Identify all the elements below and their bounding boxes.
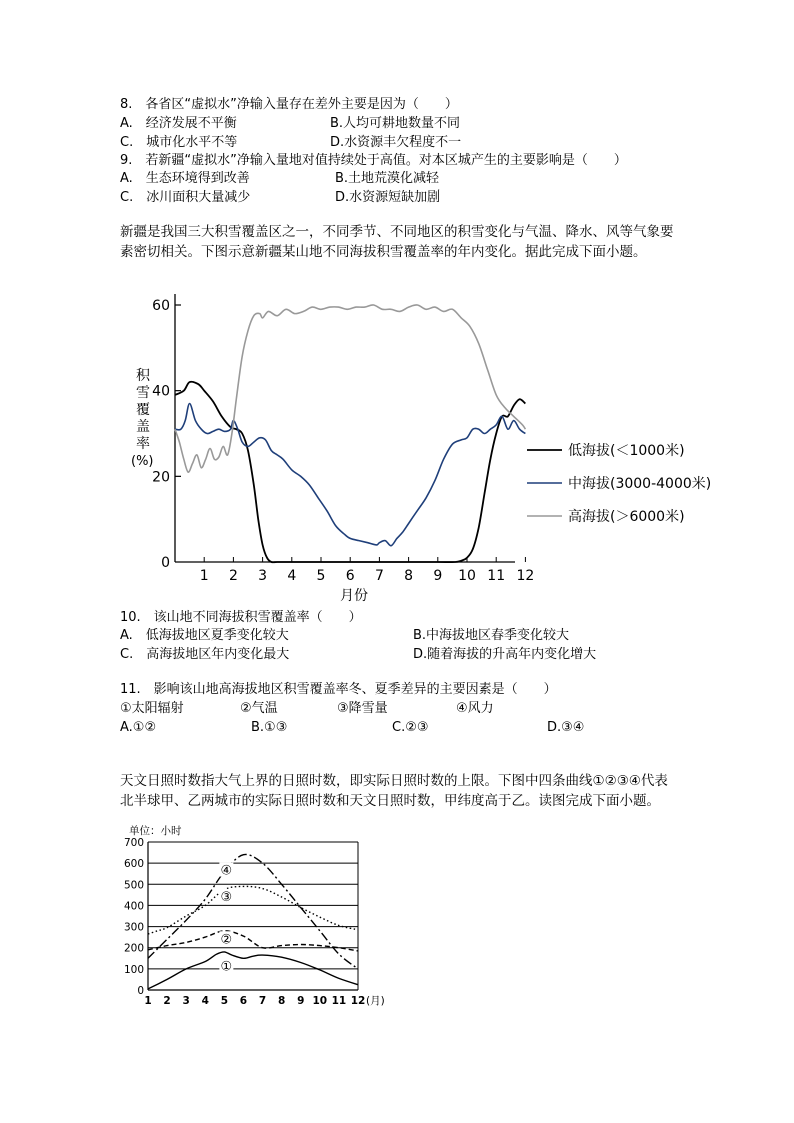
chart1-xtick-label: 8 <box>404 568 414 584</box>
chart2-curve-labels <box>219 863 233 975</box>
chart2-xtick-label: 5 <box>220 995 229 1007</box>
chart2-ytick-label: 100 <box>123 963 144 976</box>
chart1-ytick-label: 60 <box>152 298 170 314</box>
chart1-ylabel-unit: (%) <box>131 454 154 469</box>
chart1-ylabel-char-5: 率 <box>136 436 150 452</box>
chart2-curve-label-3: ③ <box>220 889 233 905</box>
chart2-ytick-label: 400 <box>123 900 144 913</box>
chart2-curve-1 <box>148 952 358 989</box>
q11-option-c: C.②③ <box>392 720 429 735</box>
chart1-ylabel-char-3: 覆 <box>136 402 150 418</box>
chart1-ytick-label: 20 <box>152 469 170 486</box>
q9-option-c: C. 冰川面积大量减少 <box>120 190 251 205</box>
chart2-xtick-label: 10 <box>312 995 328 1007</box>
chart2-ytick-label: 600 <box>123 858 144 871</box>
q11-factor-4: ④风力 <box>456 701 494 716</box>
chart2-xtick-label: 12 <box>350 995 366 1007</box>
chart1-ytick-label: 40 <box>152 383 170 400</box>
chart2-curve-label-1: ① <box>220 959 233 975</box>
chart2-ytick-label: 0 <box>137 985 144 997</box>
chart1-xtick-label: 1 <box>199 568 209 584</box>
chart1-xtick-label: 6 <box>345 568 355 584</box>
chart1-legend-label-1: 低海拔(＜1000米) <box>568 443 685 459</box>
q11-option-b: B.①③ <box>251 720 288 735</box>
chart2-xtick-label: 9 <box>297 995 305 1007</box>
chart2-ytick-label: 500 <box>123 879 144 892</box>
q9-option-a: A. 生态环境得到改善 <box>120 171 250 186</box>
chart1-xtick-label: 10 <box>458 568 476 584</box>
chart2-xtick-label: 2 <box>163 995 171 1007</box>
chart1-xtick-label: 4 <box>287 568 297 584</box>
chart2-ytick-label: 300 <box>123 921 144 934</box>
chart2-xtick-label: 4 <box>201 995 209 1007</box>
q9-stem: 9. 若新疆“虚拟水”净输入量地对值持续处于高值。对本区城产生的主要影响是（ ） <box>120 153 627 168</box>
q8-stem: 8. 各省区“虚拟水”净输入量存在差外主要是因为（ ） <box>120 97 458 112</box>
q10-option-b: B.中海拔地区春季变化较大 <box>413 628 570 643</box>
q8-option-a: A. 经济发展不平衡 <box>120 116 237 131</box>
q9-option-d: D.水资源短缺加剧 <box>335 190 441 205</box>
q11-stem: 11. 影响该山地高海拔地区积雪覆盖率冬、夏季差异的主要因素是（ ） <box>120 682 557 697</box>
chart1-xtick-label: 9 <box>433 568 443 584</box>
chart2-xtick-label: 11 <box>331 995 347 1007</box>
chart2-x-unit: (月) <box>366 995 385 1007</box>
q10-option-c: C. 高海拔地区年内变化最大 <box>120 647 290 662</box>
q8-option-d: D.水资源丰欠程度不一 <box>330 135 462 150</box>
chart1-ylabel-char-4: 盖 <box>136 419 150 435</box>
chart1-legend-label-3: 高海拔(＞6000米) <box>568 509 685 525</box>
chart1-xtick-label: 7 <box>374 568 384 584</box>
passage-sunshine: 天文日照时数指大气上界的日照时数，即实际日照时数的上限。下图中四条曲线①②③④代表北半球甲、乙两城市的实际日照时数和天文日照时数，甲纬度高于乙。读图完成下面小题。 <box>120 773 668 809</box>
chart2-xtick-label: 6 <box>239 995 248 1007</box>
chart2-xtick-label: 8 <box>277 995 286 1007</box>
chart1-xtick-label: 11 <box>487 568 506 584</box>
chart1-xtick-label: 2 <box>228 568 238 584</box>
q10-option-d: D.随着海拔的升高年内变化增大 <box>413 647 597 662</box>
chart2-xtick-label: 7 <box>258 995 267 1007</box>
chart1-ytick-label: 0 <box>161 555 170 571</box>
chart1-legend-label-2: 中海拔(3000-4000米) <box>568 476 712 492</box>
q8-option-c: C. 城市化水平不等 <box>120 135 238 150</box>
chart2-curve-label-2: ② <box>220 932 233 948</box>
chart1-xtick-label: 12 <box>516 568 535 584</box>
chart2-unit: 单位：小时 <box>129 825 182 837</box>
chart2-curve-label-4: ④ <box>220 863 233 879</box>
q10-option-a: A. 低海拔地区夏季变化较大 <box>120 628 289 643</box>
chart2-xtick-label: 3 <box>182 995 190 1007</box>
passage-snow-cover: 新疆是我国三大积雪覆盖区之一，不同季节、不同地区的积雪变化与气温、降水、风等气象要素密切相关。下图示意新疆某山地不同海拔积雪覆盖率的年内变化。据此完成下面小题。 <box>120 224 674 260</box>
chart2-ytick-label: 200 <box>123 942 144 955</box>
q11-factor-1: ①太阳辐射 <box>120 701 184 716</box>
chart1-ylabel-char-2: 雪 <box>136 385 150 401</box>
chart2-ytick-label: 700 <box>123 837 144 849</box>
q11-factor-3: ③降雪量 <box>337 701 388 716</box>
q11-option-a: A.①② <box>120 720 157 735</box>
q9-option-b: B.土地荒漠化减轻 <box>335 171 440 186</box>
q8-option-b: B.人均可耕地数量不同 <box>330 116 461 131</box>
chart1-ylabel-char-1: 积 <box>136 368 150 384</box>
q11-factor-2: ②气温 <box>240 701 278 716</box>
chart2-curve-4 <box>148 854 358 968</box>
chart2-xtick-label: 1 <box>144 995 152 1007</box>
chart1-xlabel: 月份 <box>340 588 368 604</box>
q11-option-d: D.③④ <box>547 720 585 735</box>
chart1-xtick-label: 5 <box>316 568 326 584</box>
chart1-xtick-label: 3 <box>258 568 268 584</box>
q10-stem: 10. 该山地不同海拔积雪覆盖率（ ） <box>120 610 362 625</box>
